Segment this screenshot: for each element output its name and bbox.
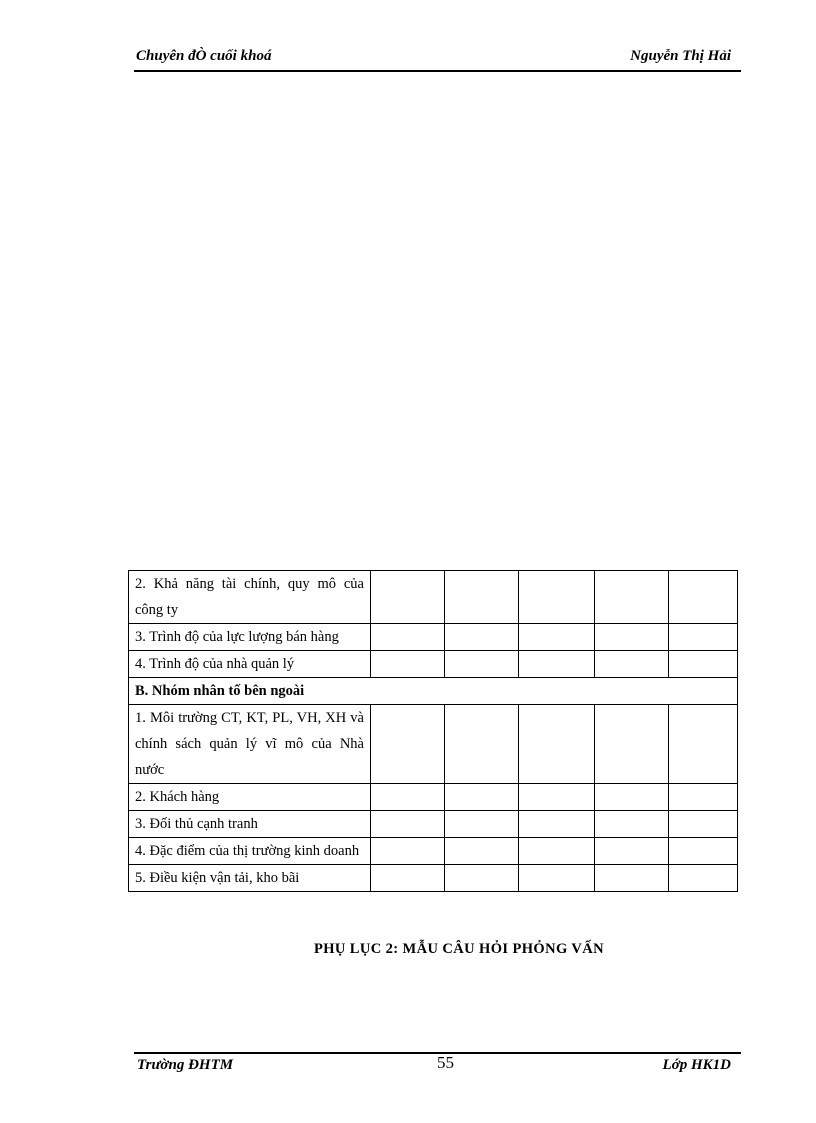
rating-cell: [519, 705, 595, 784]
rating-cell: [669, 784, 738, 811]
rating-cell: [595, 838, 669, 865]
footer-class: Lớp HK1D: [662, 1057, 731, 1073]
rating-cell: [371, 651, 445, 678]
table-row: [129, 571, 738, 624]
row-label: 3. Đối thủ cạnh tranh: [129, 811, 371, 838]
row-label: 3. Trình độ của lực lượng bán hàng: [129, 624, 371, 651]
table-row: [129, 838, 738, 865]
appendix-caption: PHỤ LỤC 2: MẪU CÂU HỎI PHỎNG VẤN: [313, 941, 605, 957]
header-title: Chuyên đÒ cuối khoá: [136, 48, 272, 64]
table-group-row: [129, 678, 738, 705]
row-label: 5. Điều kiện vận tải, kho bãi: [129, 865, 371, 892]
rating-cell: [669, 865, 738, 892]
rating-cell: [445, 784, 519, 811]
row-label: 4. Đặc điểm của thị trường kinh doanh: [129, 838, 371, 865]
rating-cell: [371, 571, 445, 624]
rating-cell: [445, 865, 519, 892]
rating-cell: [371, 811, 445, 838]
rating-cell: [445, 811, 519, 838]
rating-cell: [519, 811, 595, 838]
rating-cell: [519, 651, 595, 678]
header-author: Nguyễn Thị Hải: [630, 48, 731, 64]
rating-cell: [595, 705, 669, 784]
rating-cell: [371, 705, 445, 784]
rating-cell: [371, 784, 445, 811]
survey-table-body: [129, 571, 738, 892]
rating-cell: [669, 651, 738, 678]
table-row: [129, 624, 738, 651]
rating-cell: [595, 571, 669, 624]
row-label: 1. Môi trường CT, KT, PL, VH, XH và chính sách quản lý vĩ mô của Nhà nước: [129, 705, 371, 784]
rating-cell: [445, 705, 519, 784]
rating-cell: [371, 865, 445, 892]
row-label: 2. Khách hàng: [129, 784, 371, 811]
rating-cell: [519, 865, 595, 892]
rating-cell: [445, 838, 519, 865]
footer-school: Trường ĐHTM: [137, 1057, 234, 1073]
table-row: [129, 705, 738, 784]
table-row: [129, 651, 738, 678]
rating-cell: [519, 838, 595, 865]
rating-cell: [669, 838, 738, 865]
table-row: [129, 865, 738, 892]
page-number: 55: [437, 1053, 454, 1072]
rating-cell: [519, 571, 595, 624]
rating-cell: [445, 571, 519, 624]
rating-cell: [595, 811, 669, 838]
rating-cell: [519, 624, 595, 651]
rating-cell: [595, 865, 669, 892]
header-rule: [134, 70, 741, 72]
rating-cell: [595, 651, 669, 678]
table-row: [129, 811, 738, 838]
survey-table: [128, 570, 738, 892]
rating-cell: [371, 624, 445, 651]
rating-cell: [519, 784, 595, 811]
rating-cell: [445, 651, 519, 678]
table-row: [129, 784, 738, 811]
rating-cell: [669, 811, 738, 838]
rating-cell: [371, 838, 445, 865]
rating-cell: [669, 624, 738, 651]
rating-cell: [445, 624, 519, 651]
group-label: B. Nhóm nhân tố bên ngoài: [129, 678, 738, 705]
rating-cell: [595, 624, 669, 651]
rating-cell: [669, 705, 738, 784]
row-label: 2. Khả năng tài chính, quy mô của công ty: [129, 571, 371, 624]
rating-cell: [669, 571, 738, 624]
rating-cell: [595, 784, 669, 811]
row-label: 4. Trình độ của nhà quản lý: [129, 651, 371, 678]
